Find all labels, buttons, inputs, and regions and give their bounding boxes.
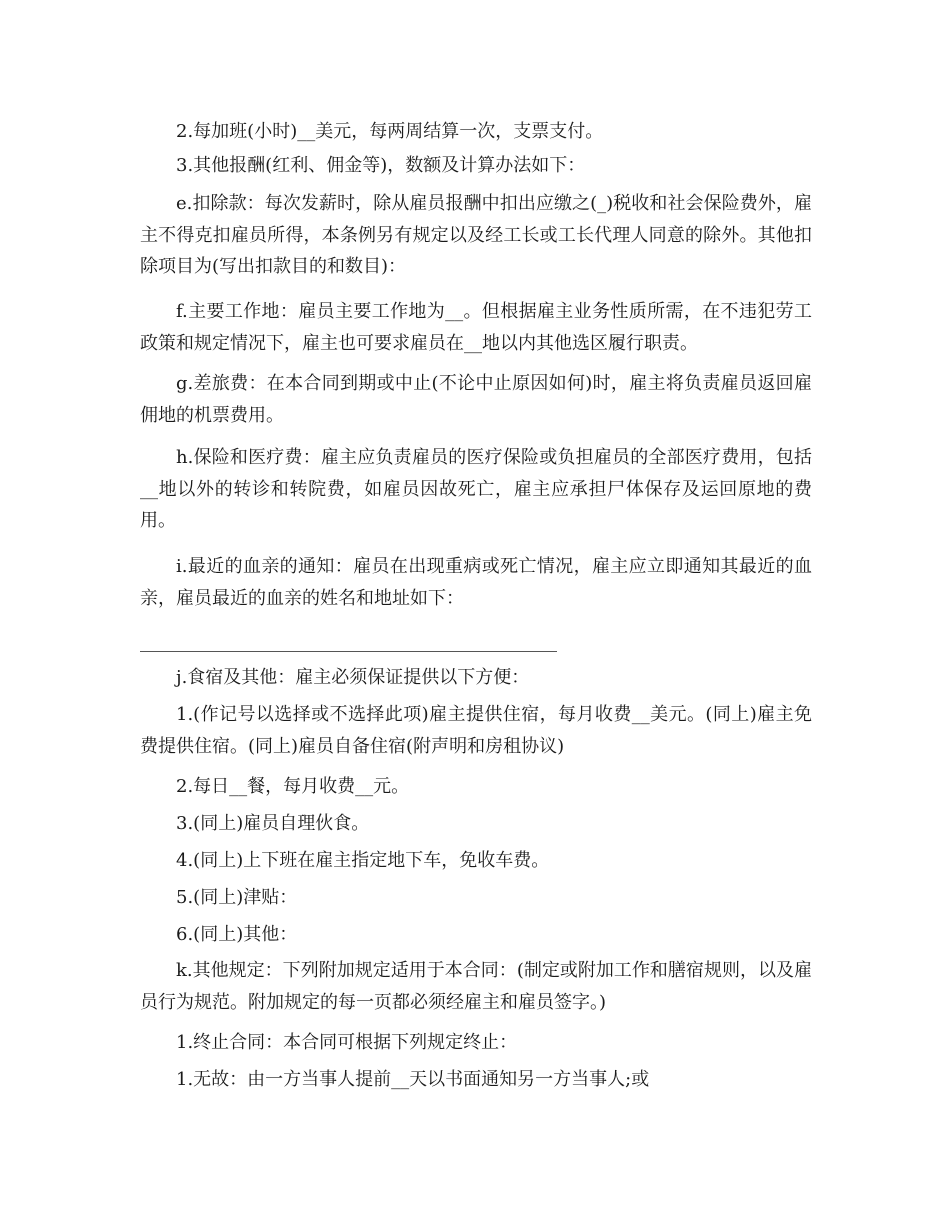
paragraph-termination-without-cause: 1.无故：由一方当事人提前__天以书面通知另一方当事人;或 <box>176 1069 650 1090</box>
paragraph-lodging-option-1: 1.(作记号以选择或不选择此项)雇主提供住宿，每月收费__美元。(同上)雇主免费提供住宿。(同上)雇员自备住宿(附声明和房租协议) <box>140 704 812 757</box>
paragraph-board-lodging: j.食宿及其他：雇主必须保证提供以下方便： <box>176 667 530 688</box>
paragraph-meals-option-3: 3.(同上)雇员自理伙食。 <box>176 813 370 834</box>
paragraph-insurance-medical: h.保险和医疗费：雇主应负责雇员的医疗保险或负担雇员的全部医疗费用，包括__地以外的转诊和转院费，如雇员因故死亡，雇主应承担尸体保存及运回原地的费用。 <box>140 447 812 531</box>
paragraph-other-provisions: k.其他规定：下列附加规定适用于本合同：(制定或附加工作和膳宿规则，以及雇员行为规范。附加规定的每一页都必须经雇主和雇员签字。) <box>140 960 812 1013</box>
paragraph-other-option-6: 6.(同上)其他： <box>176 924 298 945</box>
paragraph-meals-option-2: 2.每日__餐，每月收费__元。 <box>176 776 410 797</box>
paragraph-termination: 1.终止合同：本合同可根据下列规定终止： <box>176 1032 518 1053</box>
paragraph-travel-expenses: g.差旅费：在本合同到期或中止(不论中止原因如何)时，雇主将负责雇员返回雇佣地的机票费用。 <box>140 373 812 426</box>
paragraph-overtime-pay: 2.每加班(小时)__美元，每两周结算一次，支票支付。 <box>176 121 604 142</box>
paragraph-other-pay: 3.其他报酬(红利、佣金等)，数额及计算办法如下： <box>176 155 586 176</box>
paragraph-deductions: e.扣除款：每次发薪时，除从雇员报酬中扣出应缴之(_)税收和社会保险费外，雇主不得克扣雇员所得，本条例另有规定以及经工长或工长代理人同意的除外。其他扣除项目为(写出扣款目的和数目)： <box>140 193 812 277</box>
paragraph-work-location: f.主要工作地：雇员主要工作地为__。但根据雇主业务性质所需，在不违犯劳工政策和规定情况下，雇主也可要求雇员在__地以内其他选区履行职责。 <box>140 301 812 354</box>
paragraph-allowance-option-5: 5.(同上)津贴： <box>176 887 298 908</box>
paragraph-transport-option-4: 4.(同上)上下班在雇主指定地下车，免收车费。 <box>176 850 550 871</box>
paragraph-next-of-kin: i.最近的血亲的通知：雇员在出现重病或死亡情况，雇主应立即通知其最近的血亲，雇员最近的血亲的姓名和地址如下： <box>140 556 812 609</box>
signature-line <box>140 651 557 652</box>
